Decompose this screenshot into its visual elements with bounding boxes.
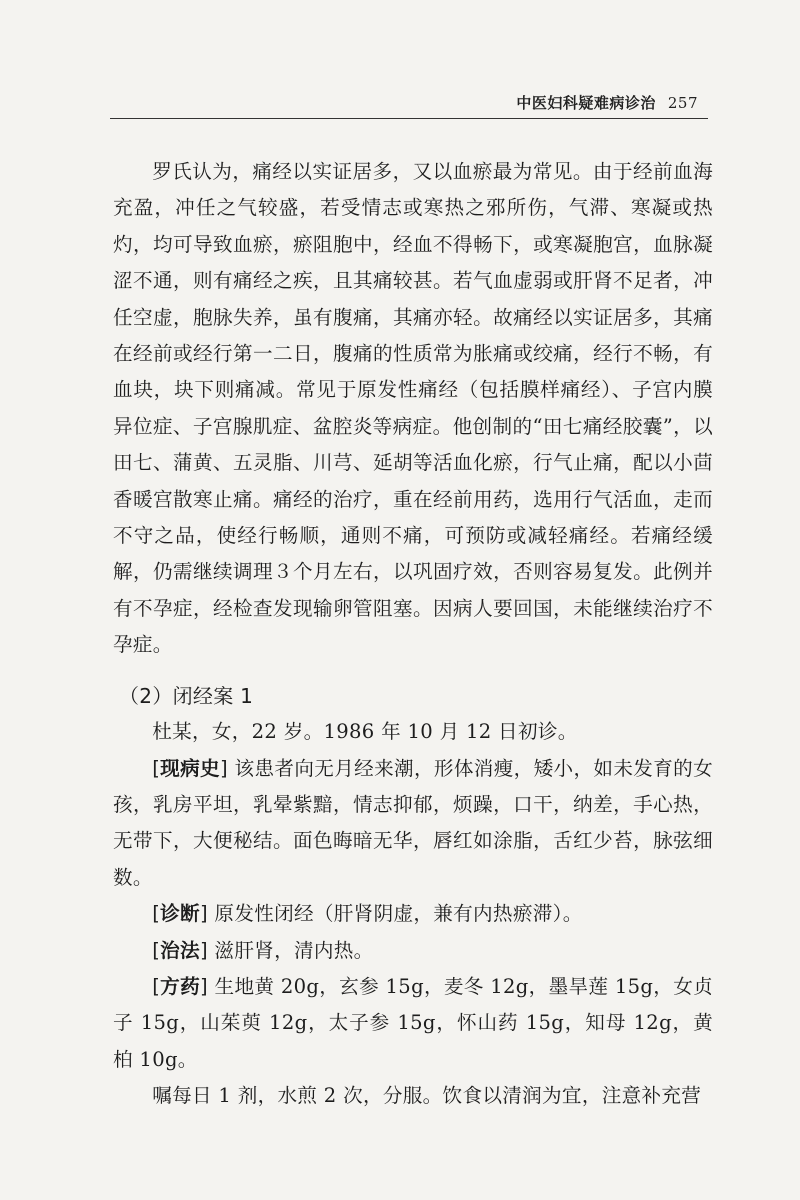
page-number: 257 xyxy=(667,94,698,112)
history-paragraph xyxy=(113,751,713,897)
running-header xyxy=(516,92,698,113)
page-body xyxy=(113,154,713,1115)
commentary-paragraph: 罗氏认为，痛经以实证居多，又以血瘀最为常见。由于经前血海充盈，冲任之气较盛，若受情志或寒热之邪所伤，气滞、寒凝或热灼，均可导致血瘀，瘀阻胞中，经血不得畅下，或寒凝胞宫，血脉凝涩不通，则有痛经之疾，且其痛较甚。若气血虚弱或肝肾不足者，冲任空虚，胞脉失养，虽有腹痛，其痛亦轻。故痛经以实证居多，其痛在经前或经行第一二日，腹痛的性质常为胀痛或绞痛，经行不畅，有血块，块下则痛减。常见于原发性痛经（包括膜样痛经）、子宫内膜异位症、子宫腺肌症、盆腔炎等病症。他创制的“田七痛经胶囊”，以田七、蒲黄、五灵脂、川芎、延胡等活血化瘀，行气止痛，配以小茴香暖宫散寒止痛。痛经的治疗，重在经前用药，选用行气活血，走而不守之品，使经行畅顺，通则不痛，可预防或减轻痛经。若痛经缓解，仍需继续调理３个月左右，以巩固疗效，否则容易复发。此例并有不孕症，经检查发现输卵管阻塞。因病人要回国，未能继续治疗不孕症。 xyxy=(113,160,713,657)
history-text: 该患者向无月经来潮，形体消瘦，矮小，如未发育的女孩，乳房平坦，乳晕紫黯，情志抑郁，烦躁，口干，纳差，手心热，无带下，大便秘结。面色晦暗无华，唇红如涂脂，舌红少苔，脉弦细数。 xyxy=(113,756,713,889)
treatment-paragraph xyxy=(113,933,713,969)
patient-info: 杜某，女，22 岁。1986 年 10 月 12 日初诊。 xyxy=(152,720,578,744)
prescription-paragraph xyxy=(113,969,713,1078)
prescription-text: 生地黄 20g，玄参 15g，麦冬 12g，墨旱莲 15g，女贞子 15g，山茱萸 12g，太子参 15g，怀山药 15g，知母 12g，黄柏 10g。 xyxy=(113,974,714,1071)
book-title: 中医妇科疑难病诊治 xyxy=(516,94,656,112)
history-tag: [现病史] xyxy=(152,756,228,780)
instruction-paragraph: 嘱每日 1 剂，水煎 2 次，分服。饮食以清润为宜，注意补充营 xyxy=(152,1084,702,1108)
diagnosis-paragraph xyxy=(113,896,713,932)
prescription-tag: [方药] xyxy=(152,974,208,998)
diagnosis-label: 诊断 xyxy=(160,902,200,926)
case-section-title: （2）闭经案 1 xyxy=(119,683,254,708)
treatment-label: 治法 xyxy=(160,938,200,962)
diagnosis-text: 原发性闭经（肝肾阴虚，兼有内热瘀滞）。 xyxy=(214,902,583,926)
prescription-label: 方药 xyxy=(160,974,201,998)
treatment-text: 滋肝肾，清内热。 xyxy=(214,938,374,962)
history-label: 现病史 xyxy=(160,756,220,780)
header-rule xyxy=(110,118,708,119)
diagnosis-tag: [诊断] xyxy=(152,902,208,926)
treatment-tag: [治法] xyxy=(152,938,208,962)
